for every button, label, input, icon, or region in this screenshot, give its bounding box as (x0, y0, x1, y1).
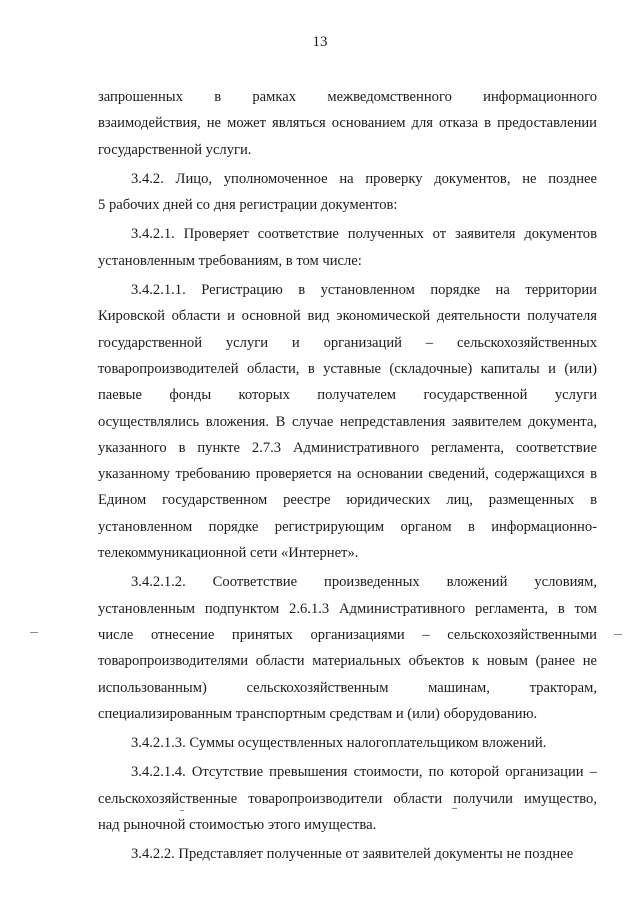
text-line: указанному требованию проверяется на основании сведений, содержащихся в (98, 466, 597, 483)
paragraph-p2 (98, 221, 597, 274)
text-line: специализированным транспортным средствам и (или) оборудованию. (98, 705, 538, 722)
paragraph-p4 (98, 569, 597, 727)
text-line: 3.4.2.1. Проверяет соответствие полученных от заявителя документов (131, 226, 597, 243)
text-line: 3.4.2. Лицо, уполномоченное на проверку документов, не позднее (131, 170, 597, 187)
text-line: установленным требованиям, в том числе: (98, 252, 362, 269)
text-line: осуществлялись вложения. В случае непредставления заявителем документа, (98, 413, 597, 430)
paragraph-p3 (98, 277, 597, 566)
text-line: использованным) сельскохозяйственным машинам, тракторам, (98, 679, 597, 696)
text-line: паевые фонды которых получателем государственной услуги (98, 387, 597, 404)
text-line: государственной услуги. (98, 141, 252, 158)
text-line: установленным подпунктом 2.6.1.3 Административного регламента, в том (98, 600, 597, 617)
page-number: 13 (312, 34, 328, 50)
document-body (98, 84, 597, 868)
scan-mark-left (30, 632, 38, 633)
paragraph-p5 (98, 730, 597, 756)
text-line: 5 рабочих дней со дня регистрации документов: (98, 197, 398, 214)
text-line: 3.4.2.1.2. Соответствие произведенных вложений условиям, (131, 574, 597, 591)
text-line: товаропроизводителями области материальных объектов к новым (ранее не (98, 653, 597, 670)
paragraph-p1 (98, 166, 597, 219)
paragraph-p0 (98, 84, 597, 163)
text-line: 3.4.2.2. Представляет полученные от заявителей документы не позднее (131, 846, 574, 863)
text-line: товаропроизводителей области, в уставные (складочные) капиталы и (или) (98, 360, 597, 377)
text-line: указанного в пункте 2.7.3 Административного регламента, соответствие (98, 439, 597, 456)
text-line: Кировской области и основной вид экономической деятельности получателя (98, 308, 597, 325)
text-line: установленном порядке регистрирующим органом в информационно- (98, 518, 597, 535)
paragraph-p6 (98, 759, 597, 838)
paragraph-p7 (98, 841, 597, 867)
text-line: Едином государственном реестре юридических лиц, размещенных в (98, 492, 597, 509)
text-line: государственной услуги и организаций – сельскохозяйственных (98, 334, 597, 351)
text-line: телекоммуникационной сети «Интернет». (98, 545, 359, 562)
text-line: запрошенных в рамках межведомственного информационного (98, 89, 597, 105)
text-line: сельскохозяйственные товаропроизводители области получили имущество, (98, 790, 597, 807)
text-line: над рыночной стоимостью этого имущества. (98, 817, 377, 834)
text-line: 3.4.2.1.1. Регистрацию в установленном порядке на территории (131, 282, 597, 299)
scan-mark-right (614, 634, 622, 635)
scan-mark-bottom-left (180, 810, 184, 811)
text-line: взаимодействия, не может являться основанием для отказа в предоставлении (98, 115, 597, 132)
text-line: числе отнесение принятых организациями – сельскохозяйственными (98, 626, 597, 643)
text-line: 3.4.2.1.3. Суммы осуществленных налогоплательщиком вложений. (131, 735, 547, 752)
text-line: 3.4.2.1.4. Отсутствие превышения стоимости, по которой организации – (131, 764, 597, 781)
scan-mark-bottom-right (452, 808, 457, 809)
